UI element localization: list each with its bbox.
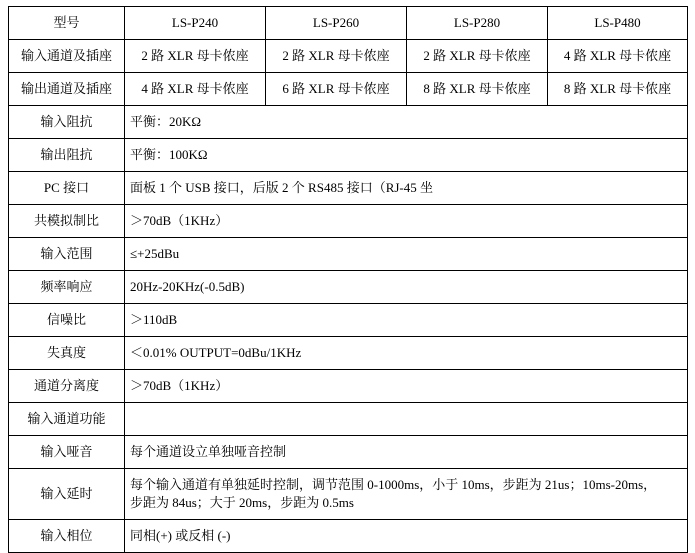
row-value: 20Hz-20KHz(-0.5dB): [125, 271, 688, 304]
row-value: 同相(+) 或反相 (-): [125, 520, 688, 553]
row-value: 平衡：100KΩ: [125, 139, 688, 172]
row-label: 输入阻抗: [9, 106, 125, 139]
table-row: [9, 337, 688, 370]
row-label: 信噪比: [9, 304, 125, 337]
row-value: 每个通道设立单独哑音控制: [125, 436, 688, 469]
table-row: [9, 469, 688, 520]
row-value: 2 路 XLR 母卡侬座: [266, 40, 407, 73]
row-value: ＞70dB（1KHz）: [125, 205, 688, 238]
table-row: [9, 205, 688, 238]
row-label: 失真度: [9, 337, 125, 370]
row-label: 输入相位: [9, 520, 125, 553]
table-row: [9, 520, 688, 553]
row-value: ＜0.01% OUTPUT=0dBu/1KHz: [125, 337, 688, 370]
table-row: [9, 436, 688, 469]
specification-table: [8, 6, 688, 553]
header-model-2: LS-P260: [266, 7, 407, 40]
row-label: 输出通道及插座: [9, 73, 125, 106]
row-value-line: 步距为 84us；大于 20ms，步距为 0.5ms: [130, 495, 354, 510]
row-value: 8 路 XLR 母卡侬座: [548, 73, 688, 106]
row-label: 输出阻抗: [9, 139, 125, 172]
row-value: 面板 1 个 USB 接口，后版 2 个 RS485 接口（RJ-45 坐: [125, 172, 688, 205]
row-value-line: 每个输入通道有单独延时控制，调节范围 0-1000ms，小于 10ms，步距为 21us；10ms-20ms，: [130, 477, 657, 493]
table-row: [9, 403, 688, 436]
row-value: [125, 469, 688, 520]
table-row: [9, 106, 688, 139]
row-value: ≤+25dBu: [125, 238, 688, 271]
row-label: 频率响应: [9, 271, 125, 304]
table-row: [9, 139, 688, 172]
row-label: PC 接口: [9, 172, 125, 205]
table-header-row: [9, 7, 688, 40]
table-row: [9, 73, 688, 106]
row-label: 通道分离度: [9, 370, 125, 403]
row-value: 2 路 XLR 母卡侬座: [125, 40, 266, 73]
row-value: ＞70dB（1KHz）: [125, 370, 688, 403]
row-value: 平衡：20KΩ: [125, 106, 688, 139]
row-value: [125, 403, 688, 436]
header-model-1: LS-P240: [125, 7, 266, 40]
table-row: [9, 40, 688, 73]
row-value: 4 路 XLR 母卡侬座: [548, 40, 688, 73]
table-body: [9, 7, 688, 553]
row-label: 输入通道功能: [9, 403, 125, 436]
table-row: [9, 271, 688, 304]
header-label: 型号: [9, 7, 125, 40]
row-value: 4 路 XLR 母卡侬座: [125, 73, 266, 106]
row-label: 输入延时: [9, 469, 125, 520]
row-label: 输入通道及插座: [9, 40, 125, 73]
header-model-3: LS-P280: [407, 7, 548, 40]
row-value: 8 路 XLR 母卡侬座: [407, 73, 548, 106]
row-value: ＞110dB: [125, 304, 688, 337]
table-row: [9, 172, 688, 205]
row-value: 6 路 XLR 母卡侬座: [266, 73, 407, 106]
row-value: 2 路 XLR 母卡侬座: [407, 40, 548, 73]
table-row: [9, 238, 688, 271]
row-label: 共模拟制比: [9, 205, 125, 238]
table-row: [9, 304, 688, 337]
header-model-4: LS-P480: [548, 7, 688, 40]
table-row: [9, 370, 688, 403]
row-label: 输入范围: [9, 238, 125, 271]
row-label: 输入哑音: [9, 436, 125, 469]
